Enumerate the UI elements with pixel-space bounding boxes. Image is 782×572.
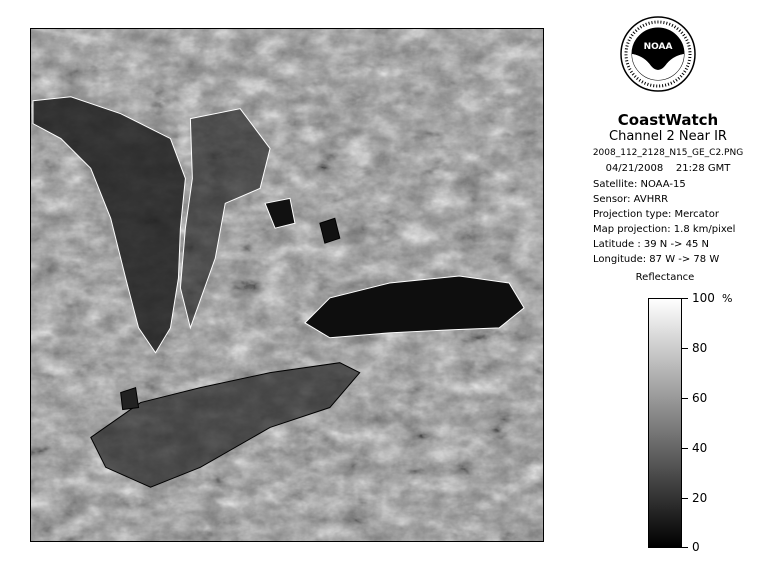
- projection-type-label: Projection type: Mercator: [593, 209, 719, 220]
- colorbar-tick: 0: [692, 540, 700, 554]
- colorbar-tick: 40: [692, 441, 708, 455]
- colorbar-label: Reflectance: [635, 272, 695, 283]
- colorbar-tick: 80: [692, 341, 708, 355]
- colorbar-tick: 60: [692, 391, 708, 405]
- sensor-label: Sensor: AVHRR: [593, 194, 669, 205]
- satellite-label: Satellite: NOAA-15: [593, 179, 686, 190]
- map-projection-label: Map projection: 1.8 km/pixel: [593, 224, 736, 235]
- satellite-image: [30, 28, 544, 542]
- colorbar-tick: 20: [692, 491, 708, 505]
- file-name: 2008_112_2128_N15_GE_C2.PNG: [592, 148, 744, 158]
- date-time: 04/21/2008 21:28 GMT: [605, 163, 731, 174]
- noaa-logo: [620, 16, 696, 92]
- product-title: CoastWatch: [617, 111, 719, 129]
- longitude-label: Longitude: 87 W -> 78 W: [593, 254, 720, 265]
- latitude-label: Latitude : 39 N -> 45 N: [593, 239, 709, 250]
- svg-text:NOAA: NOAA: [643, 42, 673, 52]
- colorbar-unit: %: [722, 292, 733, 305]
- colorbar-tick: 100: [692, 291, 715, 305]
- reflectance-colorbar: [648, 298, 682, 548]
- channel-name: Channel 2 Near IR: [609, 129, 727, 144]
